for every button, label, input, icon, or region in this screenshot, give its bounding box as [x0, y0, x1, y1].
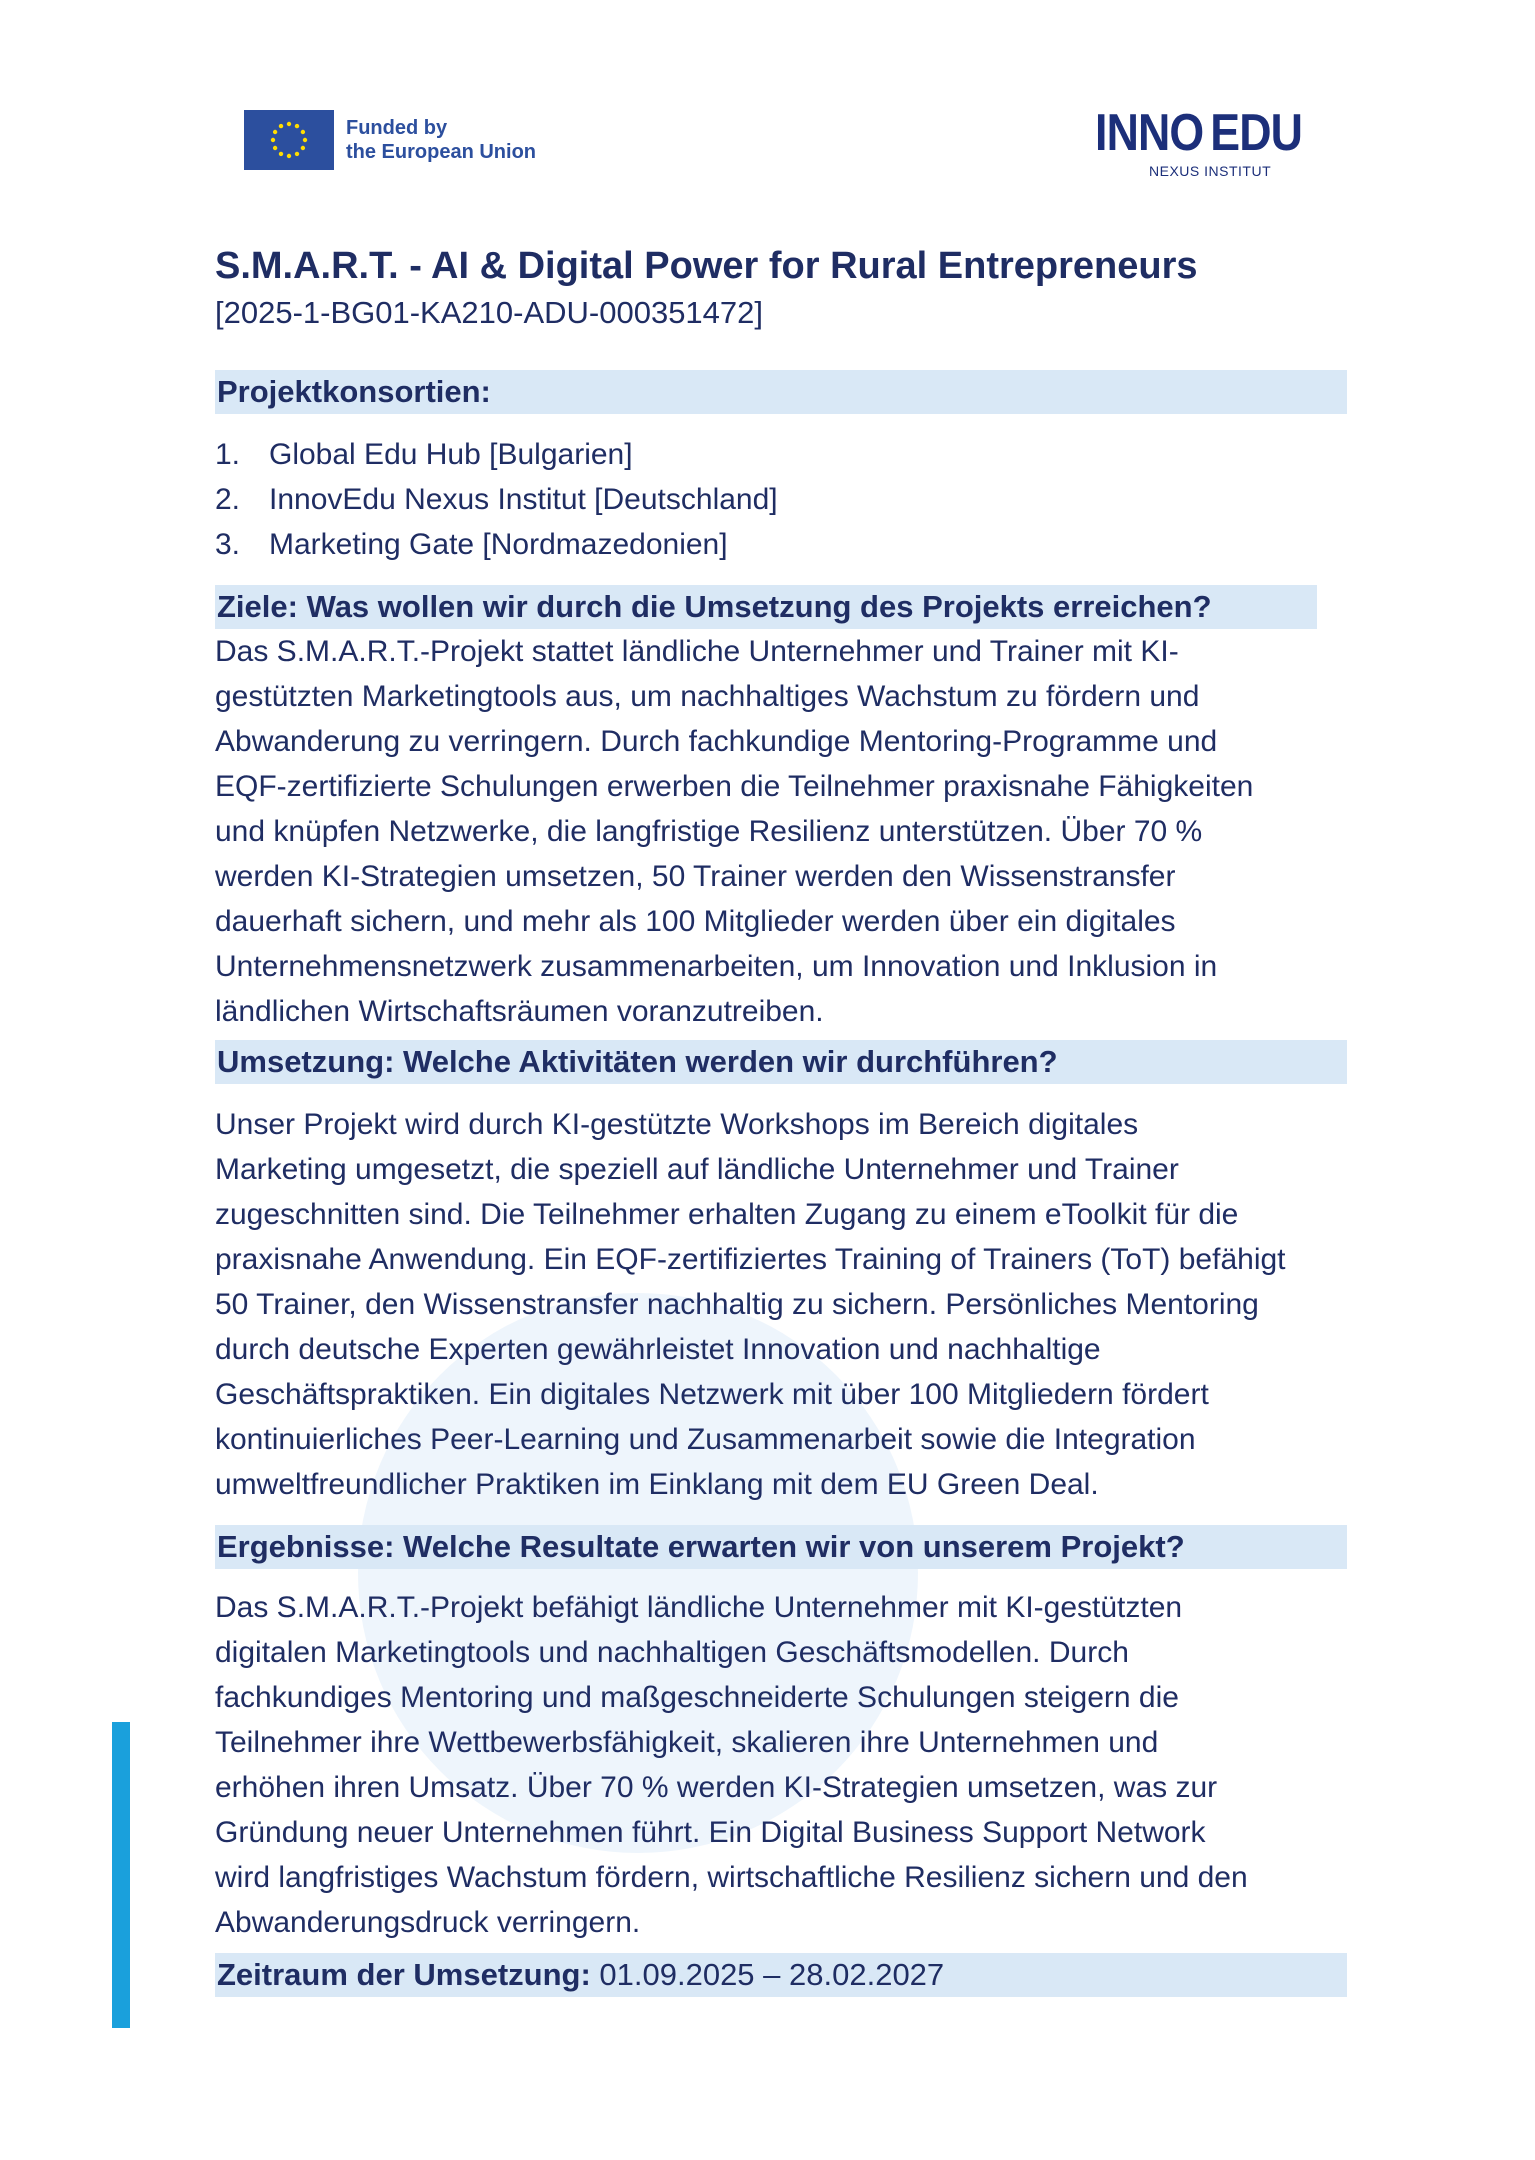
goals-heading: Ziele: Was wollen wir durch die Umsetzung des Projekts erreichen? [215, 585, 1317, 629]
list-number: 3. [215, 528, 241, 561]
list-item [215, 477, 1345, 522]
list-item [215, 432, 1345, 477]
timeframe-row [215, 1953, 1347, 1997]
partner-name: Global Edu Hub [Bulgarien] [269, 438, 633, 471]
partner-name: InnovEdu Nexus Institut [Deutschland] [269, 483, 778, 516]
list-number: 2. [215, 483, 241, 516]
implementation-heading: Umsetzung: Welche Aktivitäten werden wir durchführen? [215, 1040, 1347, 1084]
project-title: S.M.A.R.T. - AI & Digital Power for Rural Entrepreneurs [215, 245, 1198, 287]
list-number: 1. [215, 438, 241, 471]
list-item [215, 522, 1345, 567]
document-content [215, 242, 1345, 1997]
results-heading: Ergebnisse: Welche Resultate erwarten wir von unserem Projekt? [215, 1525, 1347, 1569]
results-text: Das S.M.A.R.T.-Projekt befähigt ländliche Unternehmer mit KI-gestützten digitalen Marketingtools und nachhaltigen Geschäftsmodellen. Durch fachkundiges Mentoring und maßgeschneiderte Schulungen steigern die Teilnehmer ihre Wettbewerbsfähigkeit, skalieren ihre Unternehmen und erhöhen ihren Umsatz. Über 70 % werden KI-Strategien umsetzen, was zur Gründung neuer Unternehmen führt. Ein Digital Business Support Network wird langfristiges Wachstum fördern, wirtschaftliche Resilienz sichern und den Abwanderungsdruck verringern. [215, 1591, 1248, 1939]
eu-flag-icon [244, 110, 334, 170]
partner-name: Marketing Gate [Nordmazedonien] [269, 528, 728, 561]
eu-text-line2: the European Union [346, 141, 536, 163]
implementation-text: Unser Projekt wird durch KI-gestützte Workshops im Bereich digitales Marketing umgesetzt, die speziell auf ländliche Unternehmer und Trainer zugeschnitten sind. Die Teilnehmer erhalten Zugang zu einem eToolkit für die praxisnahe Anwendung. Ein EQF-zertifiziertes Training of Trainers (ToT) befähigt 50 Trainer, den Wissenstransfer nachhaltig zu sichern. Persönliches Mentoring durch deutsche Experten gewährleistet Innovation und nachhaltige Geschäftspraktiken. Ein digitales Netzwerk mit über 100 Mitgliedern fördert kontinuierliches Peer-Learning und Zusammenarbeit sowie die Integration umweltfreundlicher Praktiken im Einklang mit dem EU Green Deal. [215, 1108, 1286, 1501]
consortium-heading: Projektkonsortien: [215, 370, 1347, 414]
timeframe-value: 01.09.2025 – 28.02.2027 [590, 1957, 945, 1992]
logo-subtitle: NEXUS INSTITUT [1149, 163, 1272, 179]
goals-text: Das S.M.A.R.T.-Projekt stattet ländliche Unternehmer und Trainer mit KI- gestützten Marketingtools aus, um nachhaltiges Wachstum zu fördern und Abwanderung zu verringern. Durch fachkundige Mentoring-Programme und EQF-zertifizierte Schulungen erwerben die Teilnehmer praxisnahe Fähigkeiten und knüpfen Netzwerke, die langfristige Resilienz unterstützen. Über 70 % werden KI-Strategien umsetzen, 50 Trainer werden den Wissenstransfer dauerhaft sichern, und mehr als 100 Mitglieder werden über ein digitales Unternehmensnetzwerk zusammenarbeiten, um Innovation und Inklusion in ländlichen Wirtschaftsräumen voranzutreiben. [215, 635, 1254, 1028]
logo-text-inno: INNO [1095, 104, 1204, 162]
accent-bar [112, 1722, 130, 2028]
partner-list [215, 432, 1345, 567]
eu-text-line1: Funded by [346, 117, 448, 139]
eu-funding-logo [244, 110, 536, 170]
timeframe-label: Zeitraum der Umsetzung: [217, 1957, 591, 1992]
logo-text-edu: EDU [1210, 104, 1303, 162]
project-id: [2025-1-BG01-KA210-ADU-000351472] [215, 295, 764, 330]
innoedu-logo [1095, 105, 1325, 179]
